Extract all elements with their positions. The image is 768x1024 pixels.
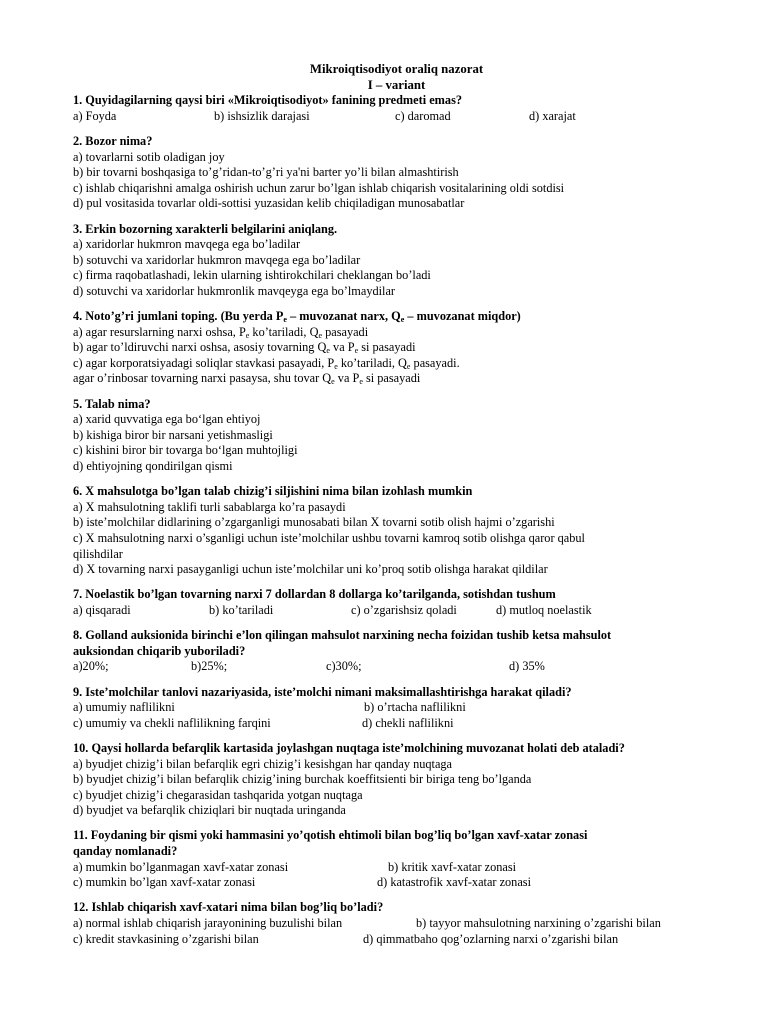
option-a: a) byudjet chizig’i bilan befarqlik egri chizig’i kesishgan har qanday nuqtaga: [73, 756, 453, 771]
question-text: 1. Quyidagilarning qaysi biri «Mikroiqtisodiyot» fanining predmeti emas?: [73, 93, 462, 108]
question-7: [73, 587, 728, 618]
option-b: b) iste’molchilar didlarining o’zgarganligi munosabati bilan X tovarni sotib olish hajmi o’zgarishi: [73, 515, 555, 530]
question-text-line-2: qanday nomlanadi?: [73, 844, 178, 859]
option-d: d) ehtiyojning qondirilgan qismi: [73, 459, 233, 474]
option-d: d) chekli naflilikni: [362, 715, 454, 730]
question-6: [73, 484, 728, 578]
option-b: b) o’rtacha naflilikni: [364, 700, 466, 715]
option-d: agar o’rinbosar tovarning narxi pasaysa, shu tovar $Q_e$ va $P_e$ si pasayadi: [73, 371, 421, 387]
option-b: b)25%;: [191, 659, 228, 674]
option-c: c) daromad: [395, 108, 451, 123]
option-c: c) agar korporatsiyadagi soliqlar stavkasi pasayadi, $P_e$ ko’tariladi, $Q_e$ pasayadi.: [73, 355, 460, 371]
option-d: d) katastrofik xavf-xatar zonasi: [377, 875, 531, 890]
option-c: c) o’zgarishsiz qoladi: [351, 602, 457, 617]
option-c: c) mumkin bo’lgan xavf-xatar zonasi: [73, 875, 256, 890]
question-1: [73, 93, 728, 124]
option-c: c) firma raqobatlashadi, lekin ularning ishtirokchilari cheklangan bo’ladi: [73, 268, 431, 283]
question-text: 7. Noelastik bo’lgan tovarning narxi 7 dollardan 8 dollarga ko’tarilganda, sotishdan tushum: [73, 587, 556, 602]
option-b: b) byudjet chizig’i bilan befarqlik chizig’ining burchak koeffitsienti bir biriga teng bo’lganda: [73, 772, 532, 787]
question-3: [73, 222, 728, 300]
question-text: 6. X mahsulotga bo’lgan talab chizig’i siljishini nima bilan izohlash mumkin: [73, 484, 473, 499]
document-title: Mikroiqtisodiyot oraliq nazorat: [309, 62, 484, 76]
question-4: [73, 309, 728, 387]
option-b: b) ko’tariladi: [209, 602, 274, 617]
option-a: a) Foyda: [73, 108, 117, 123]
option-c: c) byudjet chizig’i chegarasidan tashqarida yotgan nuqtaga: [73, 787, 363, 802]
option-c: c) X mahsulotning narxi o’sganligi uchun iste’molchilar ushbu tovarni kamroq sotib olishga qaror qabul: [73, 531, 585, 545]
option-d: d) qimmatbaho qog’ozlarning narxi o’zgarishi bilan: [363, 931, 619, 946]
option-b: b) kishiga biror bir narsani yetishmasligi: [73, 427, 273, 442]
question-text: 5. Talab nima?: [73, 396, 151, 411]
option-d: d) xarajat: [529, 108, 576, 123]
option-c-continued: qilishdilar: [73, 546, 123, 561]
variant-label: I – variant: [367, 77, 426, 92]
question-text-line-1: 8. Golland auksionida birinchi e’lon qilingan mahsulot narxining necha foizidan tushib ketsa mahsulot: [73, 628, 612, 643]
option-c: c)30%;: [326, 659, 362, 674]
option-b: b) kritik xavf-xatar zonasi: [388, 859, 517, 874]
option-a: a) umumiy naflilikni: [73, 700, 175, 715]
question-12: [73, 900, 728, 947]
question-5: [73, 397, 728, 475]
option-d: d) pul vositasida tovarlar oldi-sottisi yuzasidan kelib chiqiladigan munosabatlar: [73, 196, 465, 211]
question-text: 2. Bozor nima?: [73, 133, 153, 148]
option-d: d) byudjet va befarqlik chiziqlari bir nuqtada uringanda: [73, 803, 346, 818]
question-8: [73, 628, 728, 675]
question-text: 9. Iste’molchilar tanlovi nazariyasida, iste’molchi nimani maksimallashtirishga harakat qiladi?: [73, 684, 572, 699]
option-a: a)20%;: [73, 659, 109, 674]
option-c: c) kishini biror bir tovarga bo‘lgan muhtojligi: [73, 443, 298, 458]
option-d: d) mutloq noelastik: [496, 602, 592, 617]
option-c: c) kredit stavkasining o’zgarishi bilan: [73, 931, 259, 946]
option-b: b) agar to’ldiruvchi narxi oshsa, asosiy tovarning $Q_e$ va $P_e$ si pasayadi: [73, 340, 416, 356]
option-d: d) 35%: [509, 659, 545, 674]
question-text: 4. Noto’g’ri jumlani toping. (Bu yerda $P_e$ – muvozanat narx, $Q_e$ – muvozanat miqdor): [73, 309, 521, 325]
option-a: a) qisqaradi: [73, 602, 131, 617]
question-text: 3. Erkin bozorning xarakterli belgilarini aniqlang.: [73, 221, 338, 236]
question-10: [73, 741, 728, 819]
option-b: b) sotuvchi va xaridorlar hukmron mavqega ega bo’ladilar: [73, 252, 361, 267]
option-a: a) agar resurslarning narxi oshsa, $P_e$ ko’tariladi, $Q_e$ pasayadi: [73, 324, 369, 340]
option-a: a) X mahsulotning taklifi turli sabablarga ko’ra pasaydi: [73, 499, 346, 514]
option-b: b) bir tovarni boshqasiga to’g’ridan-to’g’ri ya'ni barter yo’li bilan almashtirish: [73, 165, 459, 180]
option-d: d) sotuvchi va xaridorlar hukmronlik mavqeyga ega bo’lmaydilar: [73, 283, 396, 298]
option-c: c) umumiy va chekli naflilikning farqini: [73, 715, 271, 730]
question-text-line-1: 11. Foydaning bir qismi yoki hammasini yo’qotish ehtimoli bilan bog’liq bo’lgan xavf-xatar zonasi: [73, 828, 588, 843]
option-a: a) tovarlarni sotib oladigan joy: [73, 149, 225, 164]
question-text: 12. Ishlab chiqarish xavf-xatari nima bilan bog’liq bo’ladi?: [73, 900, 384, 915]
question-text: 10. Qaysi hollarda befarqlik kartasida joylashgan nuqtaga iste’molchining muvozanat holati deb ataladi?: [73, 740, 625, 755]
option-a: a) mumkin bo’lganmagan xavf-xatar zonasi: [73, 859, 289, 874]
question-2: [73, 134, 728, 212]
question-text-line-2: auksiondan chiqarib yuboriladi?: [73, 643, 246, 658]
option-a: a) xaridorlar hukmron mavqega ega bo’ladilar: [73, 237, 301, 252]
question-11: [73, 828, 728, 890]
question-9: [73, 685, 728, 732]
option-d: d) X tovarning narxi pasayganligi uchun iste’molchilar uni ko’proq sotib olishga harakat qildilar: [73, 562, 548, 577]
option-b: b) ishsizlik darajasi: [214, 108, 310, 123]
option-b: b) tayyor mahsulotning narxining o’zgarishi bilan: [416, 916, 661, 931]
option-a: a) xarid quvvatiga ega bo‘lgan ehtiyoj: [73, 412, 261, 427]
option-c: c) ishlab chiqarishni amalga oshirish uchun zarur bo’lgan ishlab chiqarish vositalarining oldi sotdisi: [73, 180, 565, 195]
option-a: a) normal ishlab chiqarish jarayonining buzulishi bilan: [73, 916, 343, 931]
